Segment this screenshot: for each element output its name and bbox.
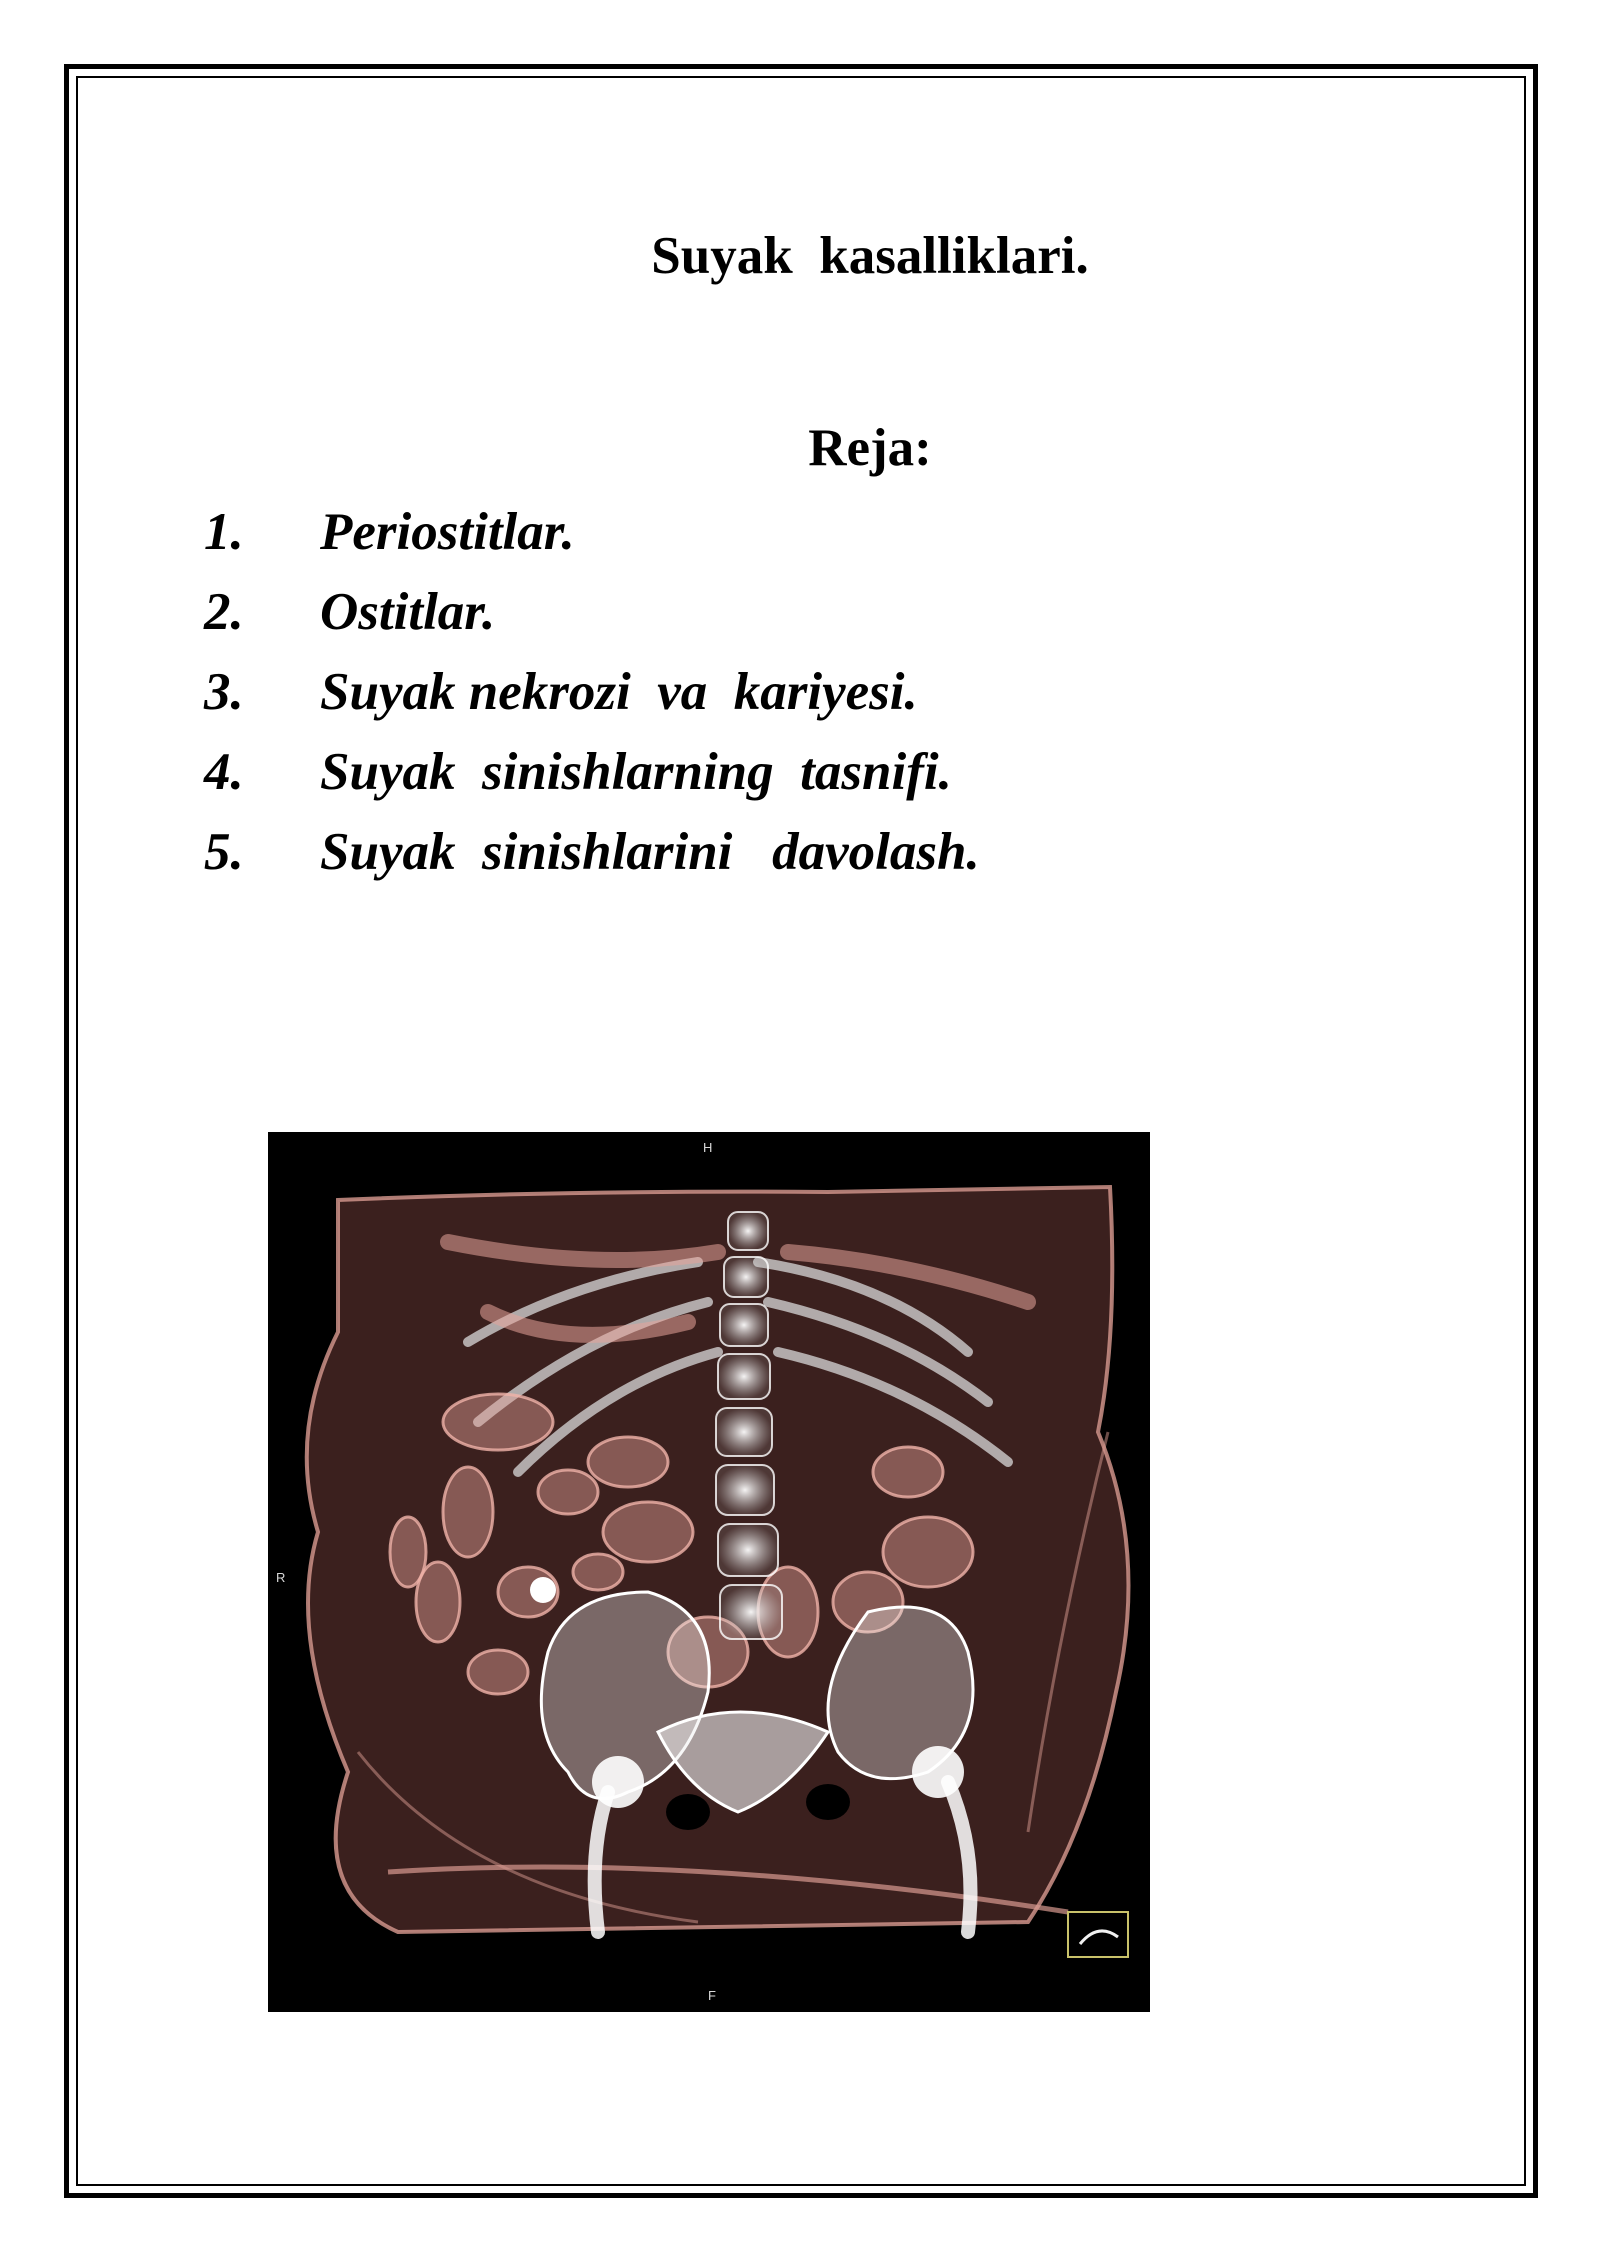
orientation-label-bottom: F [708,1988,716,2003]
ct-scan-image [268,1132,1150,2012]
plan-item-text: Suyak nekrozi va kariyesi. [320,663,918,721]
plan-item [204,572,980,652]
plan-item-number: 2. [204,583,244,641]
plan-list [204,492,980,892]
calcification [530,1577,556,1603]
orientation-cube-icon [1068,1912,1128,1957]
plan-item [204,492,980,572]
plan-heading: Reja: [808,419,932,477]
ct-rendering [268,1132,1150,2012]
plan-item-text: Periostitlar. [320,503,575,561]
plan-item-number: 1. [204,503,244,561]
plan-item-number: 4. [204,743,244,801]
plan-item-number: 5. [204,823,244,881]
plan-item-number: 3. [204,663,244,721]
orientation-label-top: H [703,1140,713,1155]
plan-item [204,652,980,732]
document-title: Suyak kasalliklari. [651,227,1089,285]
plan-item [204,732,980,812]
orientation-label-left: R [276,1570,286,1585]
plan-item-text: Suyak sinishlarini davolash. [320,823,980,881]
plan-item [204,812,980,892]
plan-item-text: Suyak sinishlarning tasnifi. [320,743,952,801]
plan-item-text: Ostitlar. [320,583,496,641]
